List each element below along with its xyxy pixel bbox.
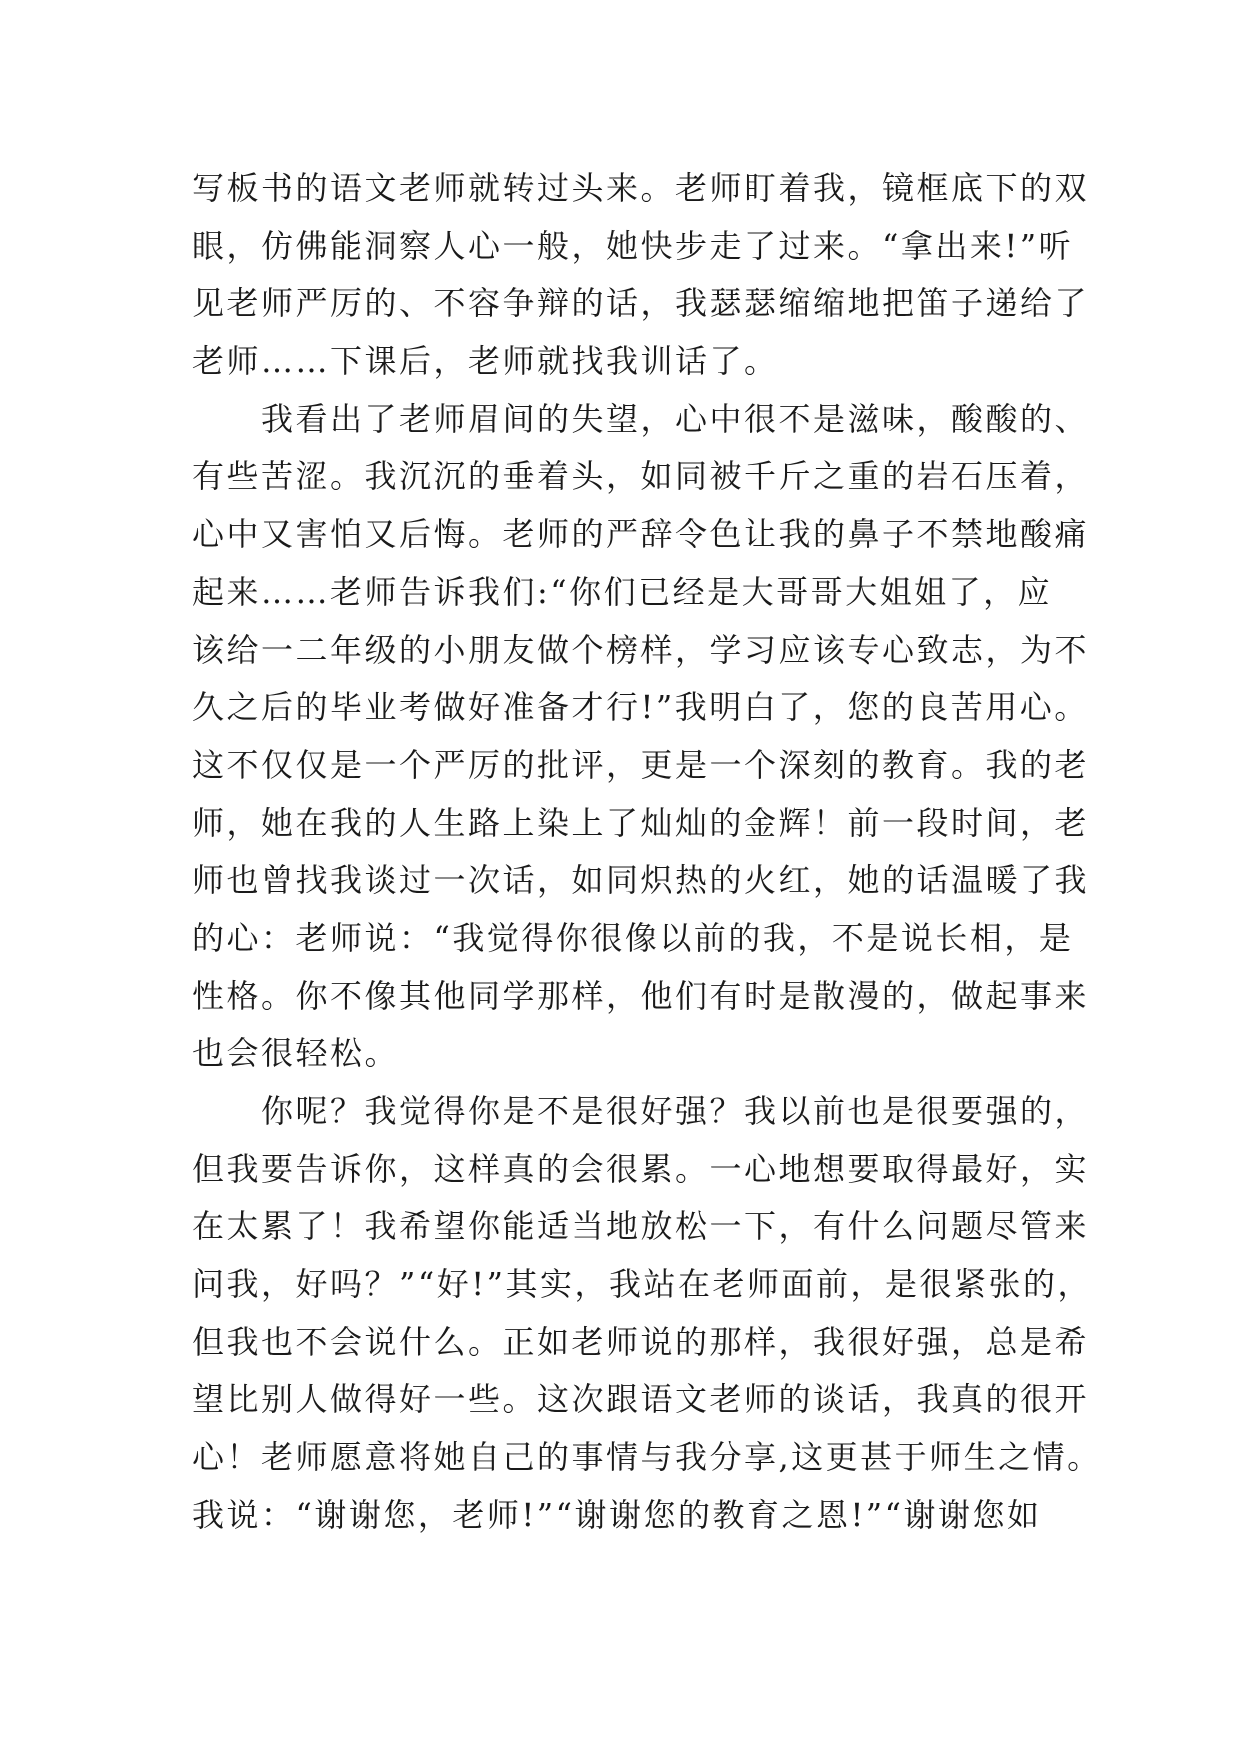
text-line: 这不仅仅是一个严厉的批评，更是一个深刻的教育。我的老	[192, 745, 1090, 784]
text-line: 眼，仿佛能洞察人心一般，她快步走了过来。“拿出来!”听	[192, 226, 1074, 265]
text-line: 望比别人做得好一些。这次跟语文老师的谈话，我真的很开	[192, 1380, 1090, 1419]
text-line: 我看出了老师眉间的失望，心中很不是滋味，酸酸的、	[192, 399, 1090, 438]
text-line: 也会很轻松。	[192, 1034, 400, 1073]
text-line: 性格。你不像其他同学那样，他们有时是散漫的，做起事来	[192, 976, 1090, 1015]
text-line: 你呢？我觉得你是不是很好强？我以前也是很要强的，	[192, 1092, 1090, 1130]
text-line: 在太累了！我希望你能适当地放松一下，有什么问题尽管来	[192, 1207, 1090, 1246]
text-line: 但我也不会说什么。正如老师说的那样，我很好强，总是希	[192, 1322, 1090, 1361]
body-text	[192, 160, 1102, 1545]
text-line: 该给一二年级的小朋友做个榜样，学习应该专心致志，为不	[192, 630, 1090, 669]
text-line: 我说：“谢谢您，老师!”“谢谢您的教育之恩!”“谢谢您如	[192, 1495, 1042, 1534]
text-line: 但我要告诉你，这样真的会很累。一心地想要取得最好，实	[192, 1149, 1090, 1188]
text-line: 久之后的毕业考做好准备才行!”我明白了，您的良苦用心。	[192, 688, 1089, 727]
text-line: 心中又害怕又后悔。老师的严辞令色让我的鼻子不禁地酸痛	[192, 515, 1090, 554]
text-line: 见老师严厉的、不容争辩的话，我瑟瑟缩缩地把笛子递给了	[192, 284, 1090, 323]
text-line: 的心：老师说：“我觉得你很像以前的我，不是说长相，是	[192, 918, 1074, 957]
text-line: 老师……下课后，老师就找我训话了。	[192, 342, 779, 381]
text-line: 问我，好吗？”“好!”其实，我站在老师面前，是很紧张的，	[192, 1265, 1092, 1304]
text-line: 心！老师愿意将她自己的事情与我分享,这更甚于师生之情。	[192, 1438, 1102, 1477]
text-line: 师也曾找我谈过一次话，如同炽热的火红，她的话温暖了我	[192, 861, 1090, 900]
text-line: 起来……老师告诉我们:“你们已经是大哥哥大姐姐了，应	[192, 572, 1053, 611]
text-line: 写板书的语文老师就转过头来。老师盯着我，镜框底下的双	[192, 169, 1090, 207]
text-line: 师，她在我的人生路上染上了灿灿的金辉！前一段时间，老	[192, 803, 1090, 842]
text-line: 有些苦涩。我沉沉的垂着头，如同被千斤之重的岩石压着，	[192, 457, 1090, 496]
